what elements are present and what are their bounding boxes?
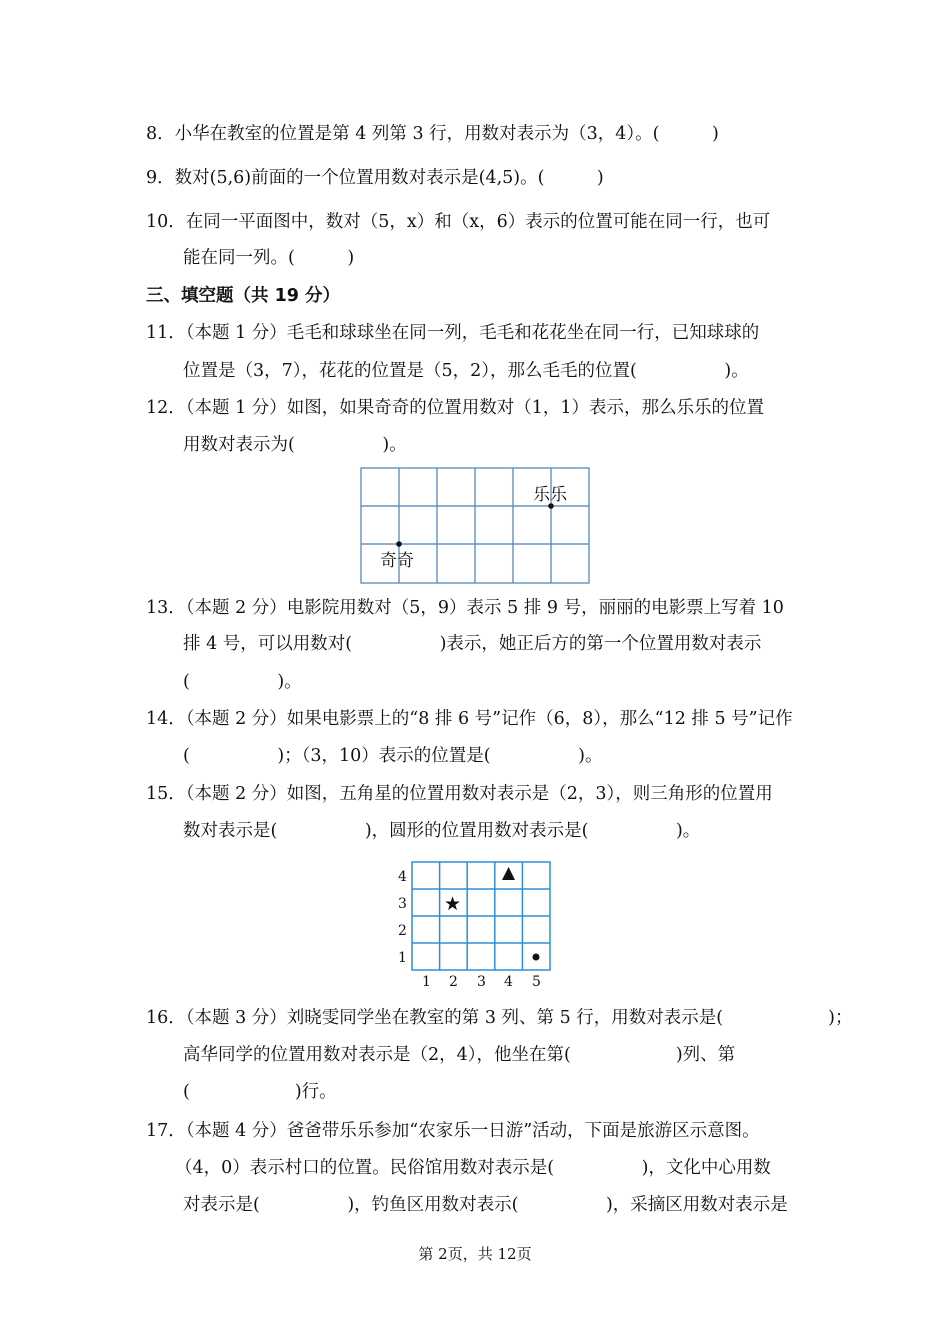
question-16-line-3: ( )行。 (183, 1082, 337, 1102)
row-label: 3 (398, 896, 407, 912)
col-label: 3 (477, 974, 486, 990)
grid-lines (412, 862, 550, 970)
section-3-heading: 三、填空题（共 19 分） (146, 286, 341, 306)
position-grid-q12 (360, 467, 590, 584)
question-14-line-2: ( )；（3，10）表示的位置是( )。 (183, 746, 603, 766)
row-label: 1 (398, 950, 407, 966)
circle-dot-icon (533, 954, 540, 961)
question-15-line-1: 15．（本题 2 分）如图，五角星的位置用数对表示是（2，3），则三角形的位置用 (146, 784, 773, 804)
question-13-line-1: 13．（本题 2 分）电影院用数对（5，9）表示 5 排 9 号，丽丽的电影票上写着 10 (146, 598, 784, 618)
col-label: 2 (449, 974, 458, 990)
question-16-line-2: 高华同学的位置用数对表示是（2，4），他坐在第( )列、第 (183, 1045, 736, 1065)
page-footer: 第 2页，共 12页 (418, 1245, 532, 1263)
question-17-line-3: 对表示是( )，钓鱼区用数对表示( )，采摘区用数对表示是 (183, 1195, 788, 1215)
question-17-line-2: （4，0）表示村口的位置。民俗馆用数对表示是( )，文化中心用数 (175, 1158, 771, 1178)
question-11-line-2: 位置是（3，7），花花的位置是（5，2），那么毛毛的位置( )。 (183, 361, 749, 381)
question-17-line-1: 17．（本题 4 分）爸爸带乐乐参加“农家乐一日游”活动，下面是旅游区示意图。 (146, 1121, 760, 1141)
star-icon: ★ (444, 893, 462, 915)
question-12-line-1: 12．（本题 1 分）如图，如果奇奇的位置用数对（1，1）表示，那么乐乐的位置 (146, 398, 765, 418)
qiqi-label: 奇奇 (380, 551, 414, 571)
triangle-icon (502, 867, 515, 880)
question-10-line-1: 10．在同一平面图中，数对（5，x）和（x，6）表示的位置可能在同一行，也可 (146, 212, 771, 232)
col-label: 5 (532, 974, 541, 990)
question-9: 9．数对(5,6)前面的一个位置用数对表示是(4,5)。( ) (146, 168, 604, 188)
question-13-line-2: 排 4 号，可以用数对( )表示，她正后方的第一个位置用数对表示 (183, 634, 762, 654)
question-8: 8．小华在教室的位置是第 4 列第 3 行，用数对表示为（3，4）。( ) (146, 124, 719, 144)
col-label: 1 (422, 974, 431, 990)
row-label: 2 (398, 923, 407, 939)
question-12-line-2: 用数对表示为( )。 (183, 435, 407, 455)
lele-label: 乐乐 (533, 485, 567, 505)
col-label: 4 (504, 974, 513, 990)
row-label: 4 (398, 869, 407, 885)
question-10-line-2: 能在同一列。( ) (183, 248, 355, 268)
question-15-line-2: 数对表示是( )，圆形的位置用数对表示是( )。 (183, 821, 701, 841)
qiqi-dot (396, 541, 402, 547)
question-16-line-1: 16．（本题 3 分）刘晓雯同学坐在教室的第 3 列、第 5 行，用数对表示是( )； (146, 1008, 853, 1028)
question-11-line-1: 11．（本题 1 分）毛毛和球球坐在同一列，毛毛和花花坐在同一行，已知球球的 (146, 323, 760, 343)
question-13-line-3: ( )。 (183, 672, 302, 692)
question-14-line-1: 14．（本题 2 分）如果电影票上的“8 排 6 号”记作（6，8），那么“12 排 5 号”记作 (146, 709, 793, 729)
coordinate-grid-q15 (392, 858, 562, 993)
